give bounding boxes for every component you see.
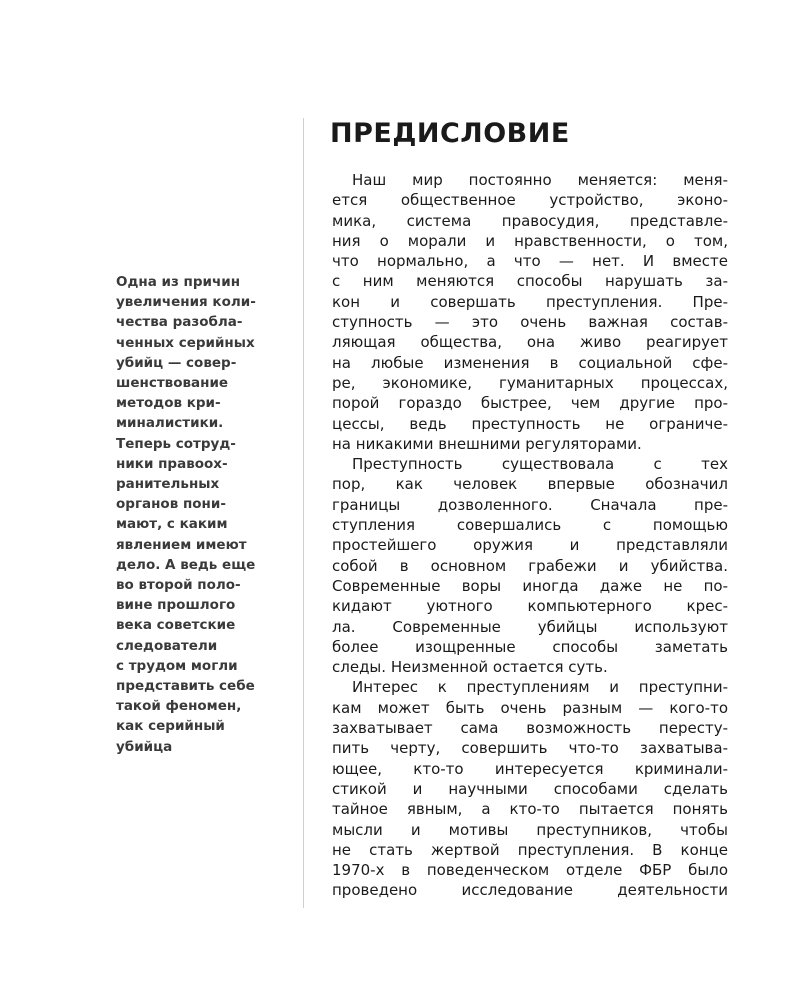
text-line: пить черту, совершить что-то захватыва- [332,739,728,758]
sidebar-line: с трудом могли [116,657,238,674]
text-line: что нормально, а что — нет. И вместе [332,252,728,271]
sidebar-note [116,272,291,757]
sidebar-line: представить себе [116,678,255,695]
text-line: Современные воры иногда даже не по- [332,576,728,595]
sidebar-line: убийца [116,738,173,755]
sidebar-line: ники правоох- [116,455,228,472]
sidebar-line: следователи [116,637,218,654]
text-line: на любые изменения в социальной сфе- [332,353,728,372]
text-line: Интерес к преступлениям и преступни- [352,678,728,697]
text-line: мика, система правосудия, представле- [332,211,728,230]
main-text [332,170,728,901]
text-line: с ним меняются способы нарушать за- [332,272,728,291]
text-line: 1970-х в поведенческом отделе ФБР было [332,861,728,880]
text-line: кон и совершать преступления. Пре- [332,292,728,311]
sidebar-line: как серийный [116,718,225,735]
text-line: следы. Неизменной остается суть. [332,658,608,677]
text-line: не стать жертвой преступления. В конце [332,840,728,859]
sidebar-line: убийц — совер- [116,354,237,371]
text-line: мысли и мотивы преступников, чтобы [332,820,728,839]
sidebar-line: мают, с каким [116,516,228,533]
text-line: Преступность существовала с тех [352,455,728,474]
sidebar-line: Теперь сотруд- [116,435,236,452]
text-line: ляющая общества, она живо реагирует [332,333,728,352]
sidebar-line: дело. А ведь еще [116,556,256,573]
text-line: цессы, ведь преступность не ограниче- [332,414,728,433]
text-line: Наш мир постоянно меняется: меня- [352,171,728,189]
text-line: пор, как человек впервые обозначил [332,475,728,494]
text-line: захватывает сама возможность пересту- [332,719,728,738]
column-divider [303,118,304,908]
text-line: тайное явным, а кто-то пытается понять [332,800,728,819]
sidebar-line: века советские [116,617,236,634]
text-line: ющее, кто-то интересуется криминали- [332,759,728,778]
text-line: кам может быть очень разным — кого-то [332,698,728,717]
sidebar-line: во второй поло- [116,577,241,594]
page-title: ПРЕДИСЛОВИЕ [330,118,570,149]
sidebar-line: миналистики. [116,415,224,432]
sidebar-line: ранительных [116,476,220,493]
text-line: порой гораздо быстрее, чем другие про- [332,394,728,413]
sidebar-line: органов пони- [116,496,226,513]
text-line: простейшего оружия и представляли [332,536,728,555]
sidebar-line: шенствование [116,375,229,392]
text-line: ре, экономике, гуманитарных процессах, [332,373,728,392]
sidebar-line: методов кри- [116,395,221,412]
sidebar-line: увеличения коли- [116,294,256,311]
sidebar-line: явлением имеют [116,536,247,553]
text-line: ла. Современные убийцы используют [332,617,728,636]
text-line: кидают уютного компьютерного крес- [332,597,728,616]
sidebar-line: вине прошлого [116,597,236,614]
text-line: на никакими внешними регуляторами. [332,434,642,453]
text-line: ступления совершались с помощью [332,516,728,535]
sidebar-line: Одна из причин [116,274,241,290]
text-line: ется общественное устройство, эконо- [332,191,728,210]
sidebar-line: такой феномен, [116,698,242,715]
text-line: более изощренные способы заметать [332,637,728,656]
text-line: границы дозволенного. Сначала пре- [332,495,728,514]
sidebar-line: ченных серийных [116,334,255,351]
sidebar-line: чества разобла- [116,314,243,331]
text-line: стикой и научными способами сделать [332,779,728,798]
text-line: ступность — это очень важная состав- [332,313,728,332]
text-line: проведено исследование деятельности [332,881,728,900]
text-line: ния о морали и нравственности, о том, [332,231,728,250]
text-line: собой в основном грабежи и убийства. [332,556,728,575]
